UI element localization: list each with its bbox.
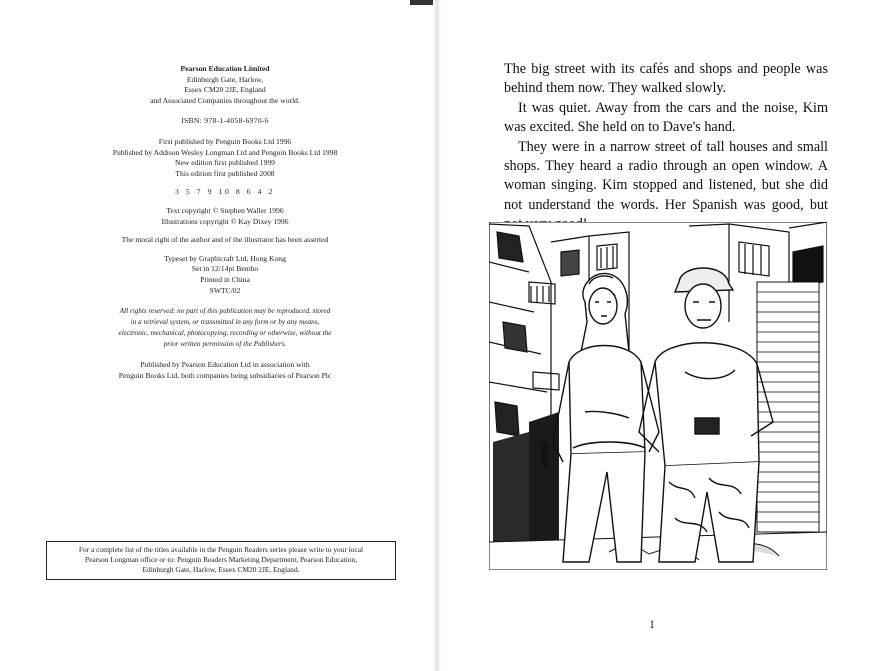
publisher-name: Pearson Education Limited (180, 64, 270, 73)
imprint-block (40, 64, 410, 381)
association-line: Published by Pearson Education Ltd in association with (140, 360, 310, 370)
association-line: Penguin Books Ltd, both companies being subsidiaries of Pearson Plc (118, 370, 332, 380)
production-line: Set in 12/14pt Bembo (191, 264, 259, 274)
rights-line: All rights reserved; no part of this publication may be reproduced, stored (119, 307, 331, 316)
story-paragraph: They were in a narrow street of tall houses and small shops. They heard a radio through an open window. A woman singing. Kim stopped and listened, but she did not understand the words. Her Spanish was good, but (504, 138, 828, 213)
story-text (504, 60, 828, 235)
notice-line: Pearson Longman office or to: Penguin Readers Marketing Department, Pearson Education, (84, 555, 357, 565)
address-line: and Associated Companies throughout the world. (150, 95, 300, 105)
notice-line: Edinburgh Gate, Harlow, Essex CM20 2JE, England. (142, 565, 300, 575)
rights-line: in a retrieval system, or transmitted in any form or by any means, (130, 318, 320, 327)
moral-rights: The moral right of the author and of the illustrator has been asserted (121, 235, 329, 245)
notice-line: For a complete list of the titles available in the Penguin Readers series please write to your local (78, 545, 364, 554)
history-line: Published by Addison Wesley Longman Ltd and Penguin Books Ltd 1998 (112, 147, 338, 157)
history-line: First published by Penguin Books Ltd 1996 (158, 136, 292, 146)
production-line: Typeset by Graphicraft Ltd, Hong Kong (164, 253, 286, 263)
copyright-page (0, 0, 432, 671)
history-line: New edition first published 1999 (175, 158, 275, 168)
street-scene-illustration (489, 222, 827, 570)
story-paragraph: It was quiet. Away from the cars and the noise, Kim was excited. She held on to Dave's hand. (504, 99, 828, 136)
production-line: Printed in China (200, 274, 250, 284)
titles-notice-box (46, 541, 396, 580)
production-line: SWTC/02 (209, 285, 241, 295)
address-line: Edinburgh Gate, Harlow, (186, 74, 264, 84)
book-gutter (433, 0, 441, 671)
history-line: This edition first published 2008 (175, 168, 275, 178)
page-number: 1 (649, 617, 655, 631)
copyright-line: Illustrations copyright © Kay Dixey 1996 (161, 216, 289, 226)
printing-line: 3 5 7 9 10 8 6 4 2 (175, 187, 275, 197)
rights-line: electronic, mechanical, photocopying, recording or otherwise, without the (118, 329, 332, 338)
address-line: Essex CM20 2JE, England (184, 85, 266, 95)
rights-line: prior written permission of the Publishers. (163, 340, 287, 349)
isbn: ISBN: 978-1-4058-6970-6 (181, 116, 269, 126)
story-page (442, 0, 870, 671)
story-paragraph: The big street with its cafés and shops and people was behind them now. They walked slowly. (504, 61, 828, 97)
copyright-line: Text copyright © Stephen Waller 1996 (166, 205, 284, 215)
